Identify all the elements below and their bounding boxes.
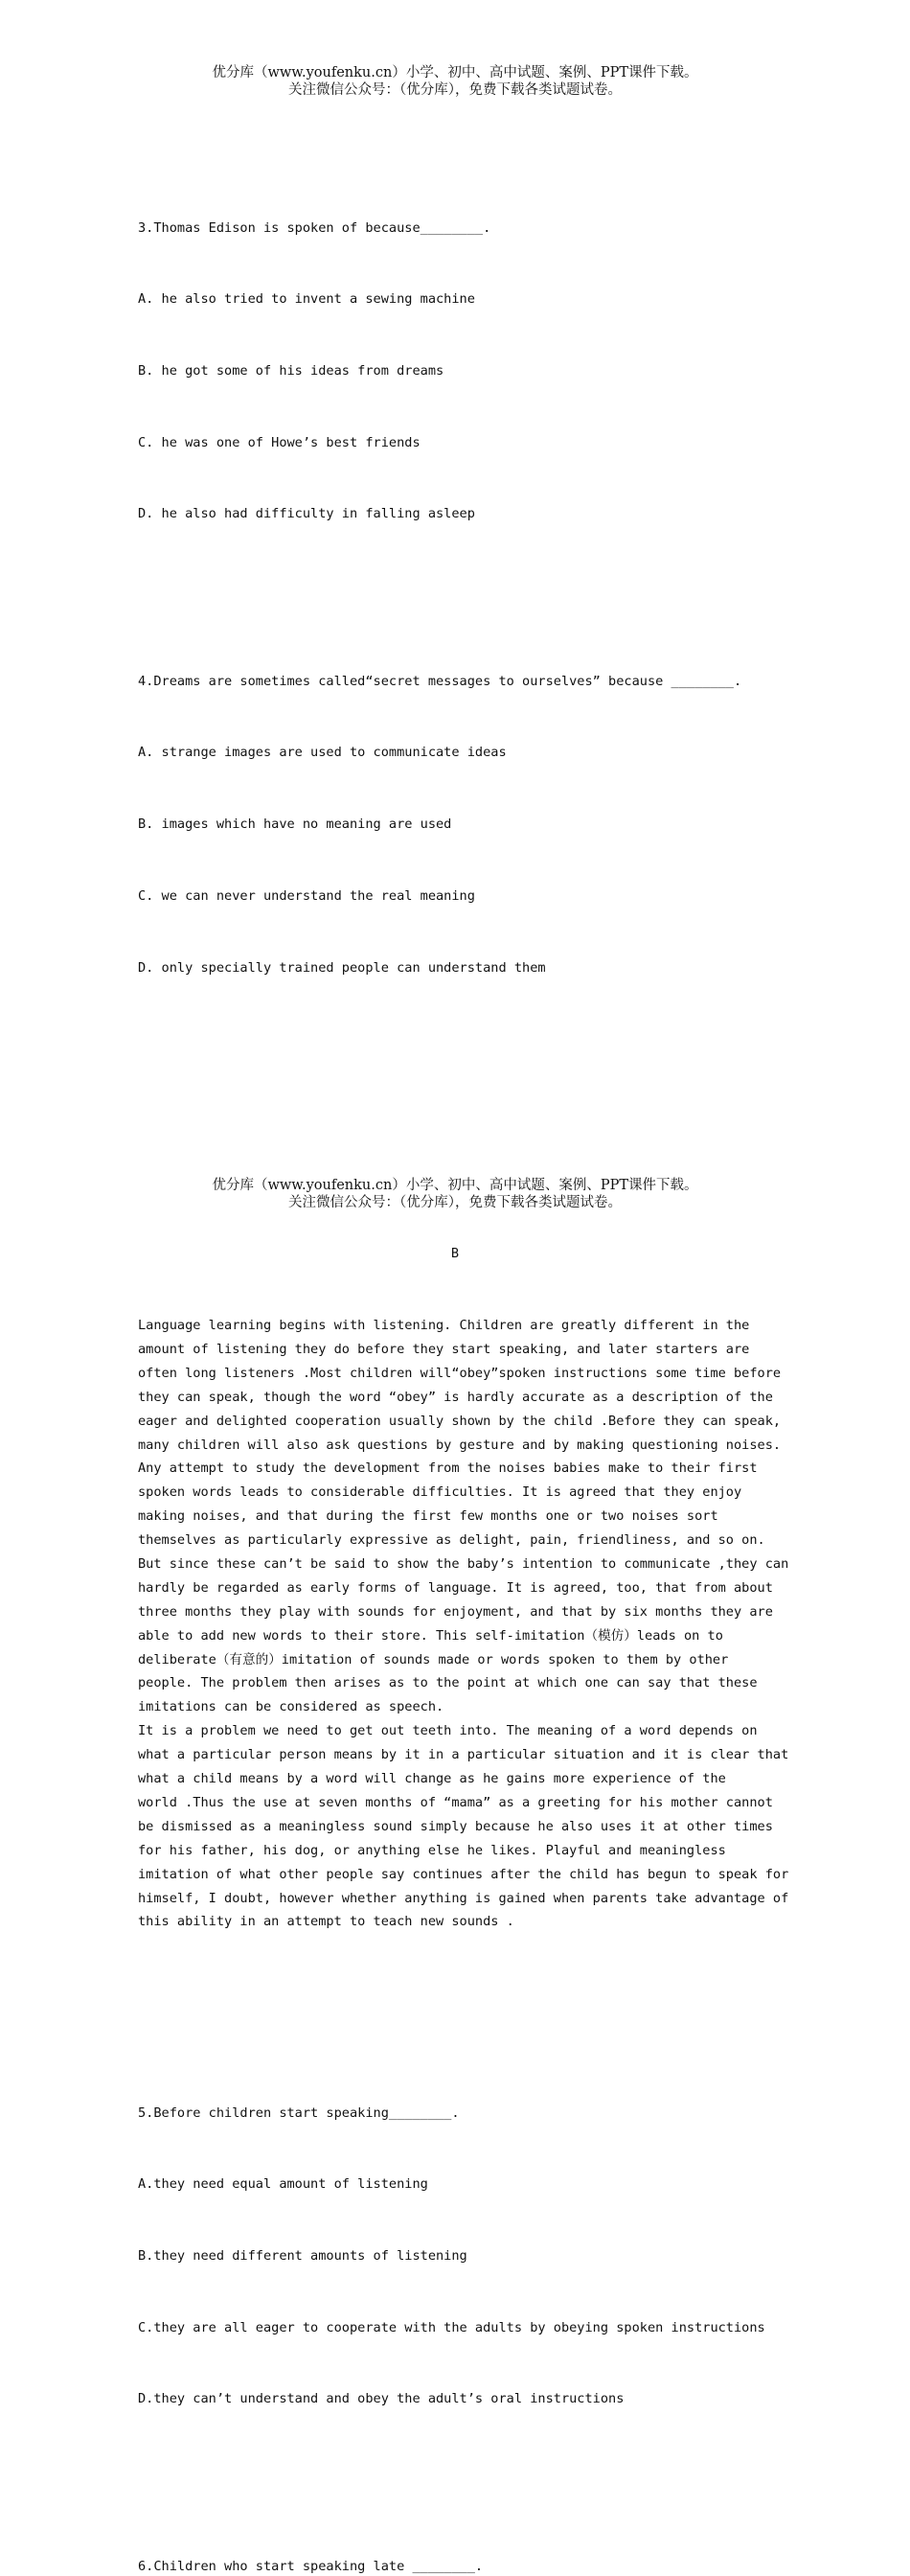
question-5-option-b: B.they need different amounts of listening bbox=[138, 2248, 467, 2265]
passage-b-title: B bbox=[450, 1246, 460, 1262]
header-line-1: 优分库（www.youfenku.cn）小学、初中、高中试题、案例、PPT课件下载。 bbox=[212, 65, 698, 80]
passage-line: often long listeners .Most children will“obey”spoken instructions some time before bbox=[138, 1365, 782, 1381]
footer-line-1: 优分库（www.youfenku.cn）小学、初中、高中试题、案例、PPT课件下载。 bbox=[212, 1178, 698, 1193]
passage-line: be dismissed as a meaningless sound simply because he also uses it at other times bbox=[138, 1818, 773, 1834]
document-body bbox=[138, 121, 789, 2576]
passage-line: making noises, and that during the first few months one or two noises sort bbox=[138, 1508, 718, 1525]
header-line-2: 关注微信公众号：（优分库），免费下载各类试题试卷。 bbox=[288, 82, 622, 98]
passage-line: themselves as particularly expressive as delight, pain, friendliness, and so on. bbox=[138, 1532, 765, 1549]
passage-line: people. The problem then arises as to the point at which one can say that these bbox=[138, 1675, 758, 1691]
question-3-option-d: D. he also had difficulty in falling asleep bbox=[138, 506, 475, 522]
passage-line: able to add new words to their store. This self-imitation（模仿）leads on to bbox=[138, 1627, 723, 1644]
question-4 bbox=[138, 622, 789, 1027]
question-4-option-c: C. we can never understand the real meaning bbox=[138, 887, 475, 904]
passage-line: they can speak, though the word “obey” is hardly accurate as a description of the bbox=[138, 1389, 773, 1405]
passage-b bbox=[138, 1195, 789, 1982]
question-4-option-a: A. strange images are used to communicate ideas bbox=[138, 745, 507, 761]
question-4-stem: 4.Dreams are sometimes called“secret messages to ourselves” because ________. bbox=[138, 673, 742, 689]
passage-line: imitations can be considered as speech. bbox=[138, 1699, 444, 1715]
passage-line: many children will also ask questions by gesture and by making questioning noises. bbox=[138, 1437, 782, 1453]
question-3-option-b: B. he got some of his ideas from dreams bbox=[138, 363, 444, 380]
passage-line: Any attempt to study the development from the noises babies make to their first bbox=[138, 1460, 758, 1477]
footer-line-2: 关注微信公众号：（优分库），免费下载各类试题试卷。 bbox=[288, 1195, 622, 1210]
passage-line: what a child means by a word will change as he gains more experience of the bbox=[138, 1771, 726, 1787]
passage-line: eager and delighted cooperation usually shown by the child .Before they can speak, bbox=[138, 1413, 782, 1429]
passage-line: this ability in an attempt to teach new sounds . bbox=[138, 1914, 514, 1930]
passage-line: what a particular person means by it in a particular situation and it is clear that bbox=[138, 1747, 789, 1763]
question-3 bbox=[138, 169, 789, 574]
question-5-stem: 5.Before children start speaking________. bbox=[138, 2104, 460, 2121]
question-3-option-a: A. he also tried to invent a sewing machine bbox=[138, 291, 475, 308]
question-3-option-c: C. he was one of Howe’s best friends bbox=[138, 434, 421, 450]
question-4-option-d: D. only specially trained people can understand them bbox=[138, 959, 546, 976]
passage-line: three months they play with sounds for enjoyment, and that by six months they are bbox=[138, 1603, 773, 1620]
question-5-option-a: A.they need equal amount of listening bbox=[138, 2176, 428, 2193]
passage-b-text bbox=[138, 1314, 789, 1934]
question-5-option-d: D.they can’t understand and obey the adult’s oral instructions bbox=[138, 2391, 625, 2407]
passage-line: for his father, his dog, or anything else he likes. Playful and meaningless bbox=[138, 1842, 726, 1858]
question-6 bbox=[138, 2507, 789, 2576]
blank-spacer bbox=[138, 1099, 789, 1123]
page-header bbox=[0, 64, 910, 99]
question-4-option-b: B. images which have no meaning are used bbox=[138, 816, 452, 833]
question-3-stem: 3.Thomas Edison is spoken of because________. bbox=[138, 219, 491, 236]
passage-line: world .Thus the use at seven months of “mama” as a greeting for his mother cannot bbox=[138, 1794, 773, 1810]
passage-line: imitation of what other people say continues after the child has begun to speak for bbox=[138, 1866, 789, 1882]
passage-line: It is a problem we need to get out teeth into. The meaning of a word depends on bbox=[138, 1723, 758, 1739]
passage-line: spoken words leads to considerable difficulties. It is agreed that they enjoy bbox=[138, 1484, 742, 1501]
question-5 bbox=[138, 2054, 789, 2459]
question-6-stem: 6.Children who start speaking late ________. bbox=[138, 2558, 484, 2574]
passage-line: Language learning begins with listening. Children are greatly different in the bbox=[138, 1318, 750, 1334]
passage-line: amount of listening they do before they start speaking, and later starters are bbox=[138, 1342, 750, 1358]
question-5-option-c: C.they are all eager to cooperate with the adults by obeying spoken instructions bbox=[138, 2319, 765, 2335]
page-footer bbox=[0, 1177, 910, 1211]
passage-line: But since these can’t be said to show the baby’s intention to communicate ,they can bbox=[138, 1556, 789, 1573]
passage-line: deliberate（有意的）imitation of sounds made or words spoken to them by other bbox=[138, 1651, 729, 1668]
passage-line: himself, I doubt, however whether anything is gained when parents take advantage of bbox=[138, 1890, 789, 1906]
passage-line: hardly be regarded as early forms of language. It is agreed, too, that from about bbox=[138, 1579, 773, 1596]
